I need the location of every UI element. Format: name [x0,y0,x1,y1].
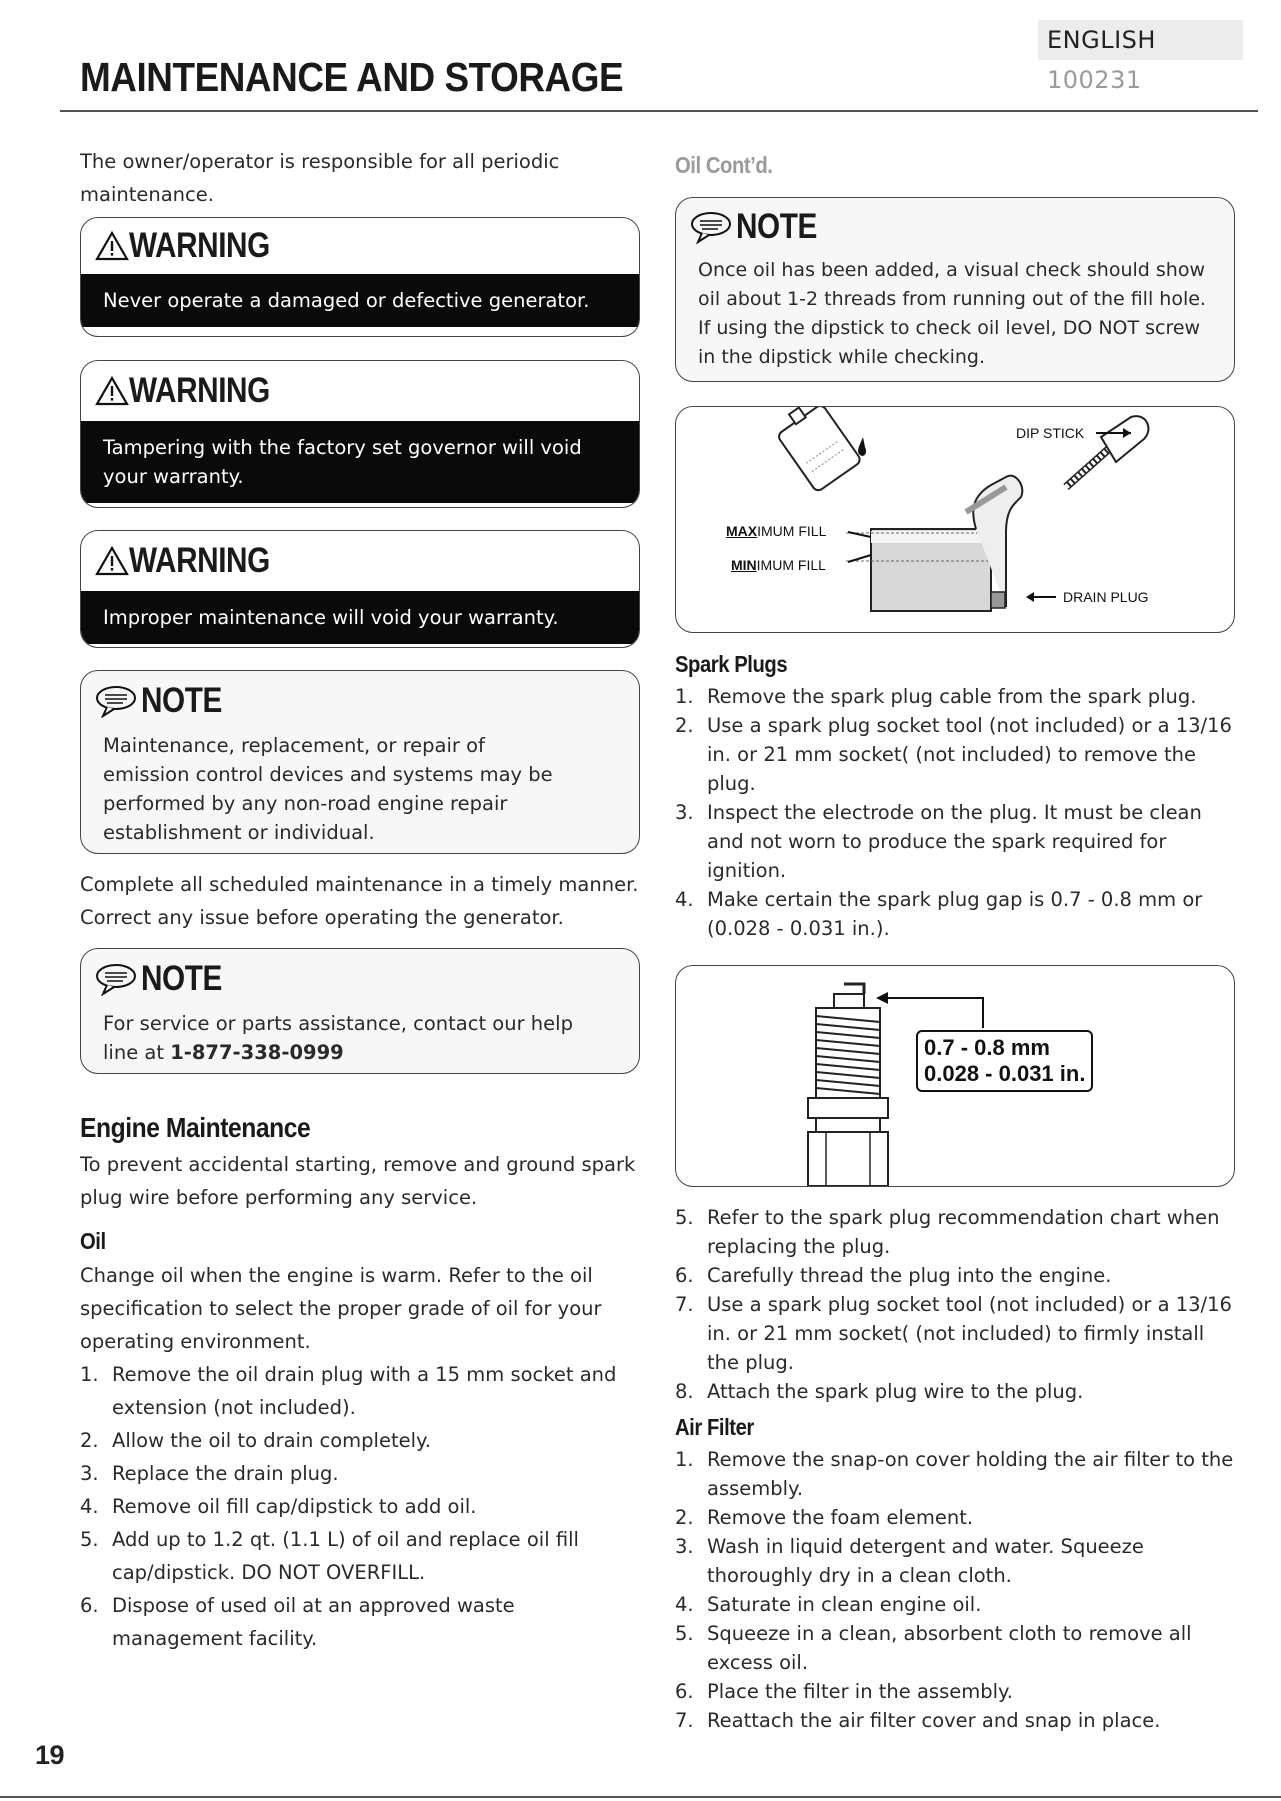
list-item: 8. Attach the spark plug wire to the plug. [675,1380,1084,1403]
oil-continued-heading: Oil Cont’d. [675,152,773,178]
oil-text: Change oil when the engine is warm. Refer to the oil specification to select the proper grade of oil for your operating environment. [80,1264,602,1353]
list-item: 7. Use a spark plug socket tool (not included) or a 13/16 in. or 21 mm socket( (not included) to firmly install the plug. [675,1293,1232,1374]
warning-box [80,530,640,648]
note-header [676,198,1234,256]
note-header [81,949,639,1009]
note-title: NOTE [736,207,817,246]
warning-title: WARNING [129,226,270,265]
note-box [80,948,640,1074]
oil-heading: Oil [80,1228,106,1254]
list-item: 6. Dispose of used oil at an approved waste management facility. [80,1594,515,1650]
note-title: NOTE [141,681,222,720]
language-tab [1038,20,1243,94]
help-line-phone: 1-877-338-0999 [170,1041,344,1064]
list-item: 1. Remove the oil drain plug with a 15 mm socket and extension (not included). [80,1363,617,1419]
minimum-fill-label: MINIMUM FILL [731,557,826,573]
dip-stick-label: DIP STICK [1016,425,1085,441]
list-item: 2. Allow the oil to drain completely. [80,1429,431,1452]
gap-mm: 0.7 - 0.8 mm [924,1035,1050,1060]
list-item: 4. Saturate in clean engine oil. [675,1593,982,1616]
warning-box [80,217,640,337]
list-item: 1. Remove the spark plug cable from the spark plug. [675,685,1197,708]
spark-plugs-heading: Spark Plugs [675,651,788,677]
drain-plug-label: DRAIN PLUG [1063,589,1149,605]
language-label: ENGLISH [1047,26,1156,54]
left-column [80,145,640,1655]
oil-level-diagram [675,406,1235,633]
speech-bubble-icon [95,684,137,718]
warning-header [81,218,639,274]
note-message: Once oil has been added, a visual check should show oil about 1-2 threads from running out of the fill hole. If using the dipstick to check oil level, DO NOT screw in the dipstick while checking. [698,259,1206,368]
engine-maintenance-heading: Engine Maintenance [80,1112,311,1143]
gap-in: 0.028 - 0.031 in. [924,1061,1086,1086]
warning-title: WARNING [129,541,270,580]
oil-drop-icon [858,437,866,456]
list-item: 7. Reattach the air filter cover and snap in place. [675,1709,1161,1732]
list-item: 5. Refer to the spark plug recommendation chart when replacing the plug. [675,1206,1220,1258]
oil-steps [80,1358,640,1655]
list-item: 3. Wash in liquid detergent and water. Squeeze thoroughly dry in a clean cloth. [675,1535,1144,1587]
warning-message: Never operate a damaged or defective generator. [81,274,639,327]
list-item: 4. Make certain the spark plug gap is 0.7 - 0.8 mm or (0.028 - 0.031 in.). [675,888,1203,940]
engine-maintenance-text: To prevent accidental starting, remove and ground spark plug wire before performing any service. [80,1153,636,1209]
note-title: NOTE [141,959,222,998]
note-text: For service or parts assistance, contact our help line at [103,1012,573,1064]
speech-bubble-icon [690,210,732,244]
list-item: 5. Squeeze in a clean, absorbent cloth to remove all excess oil. [675,1622,1192,1674]
warning-header [81,531,639,591]
note-box [675,197,1235,382]
list-item: 2. Use a spark plug socket tool (not included) or a 13/16 in. or 21 mm socket( (not included) to remove the plug. [675,714,1232,795]
page-title: MAINTENANCE AND STORAGE [80,54,624,100]
intro-text: The owner/operator is responsible for all periodic maintenance. [80,150,560,206]
spark-plug-icon [808,984,888,1186]
list-item: 3. Replace the drain plug. [80,1462,339,1485]
title-divider [60,110,1258,112]
drain-plug-icon [991,592,1005,608]
air-filter-steps [675,1445,1235,1735]
gap-spec-callout [916,1030,1093,1092]
list-item: 6. Carefully thread the plug into the engine. [675,1264,1112,1287]
warning-triangle-icon [95,231,129,261]
list-item: 4. Remove oil fill cap/dipstick to add oil. [80,1495,477,1518]
note-message: Maintenance, replacement, or repair of emission control devices and systems may be performed by any non-road engine repair establishment or individual. [103,734,553,844]
schedule-text: Complete all scheduled maintenance in a timely manner. Correct any issue before operating the generator. [80,873,639,929]
spark-plug-gap-diagram [675,965,1235,1187]
air-filter-heading: Air Filter [675,1414,754,1440]
page-number: 19 [35,1740,65,1770]
list-item: 5. Add up to 1.2 qt. (1.1 L) of oil and replace oil fill cap/dipstick. DO NOT OVERFILL. [80,1528,579,1584]
warning-triangle-icon [95,546,129,576]
warning-message: Tampering with the factory set governor will void your warranty. [81,421,639,503]
list-item: 1. Remove the snap-on cover holding the air filter to the assembly. [675,1448,1234,1500]
list-item: 2. Remove the foam element. [675,1506,974,1529]
warning-title: WARNING [129,371,270,410]
right-column [675,145,1235,1735]
list-item: 6. Place the filter in the assembly. [675,1680,1013,1703]
warning-message: Improper maintenance will void your warranty. [81,591,639,644]
spark-plug-steps [675,682,1235,943]
maximum-fill-label: MAXIMUM FILL [726,523,827,539]
warning-header [81,361,639,421]
footer-divider [0,1796,1281,1798]
oil-level-illustration [676,407,1234,632]
note-header [81,671,639,731]
warning-triangle-icon [95,376,129,406]
note-box [80,670,640,854]
list-item: 3. Inspect the electrode on the plug. It must be clean and not worn to produce the spark required for ignition. [675,801,1202,882]
warning-box [80,360,640,508]
note-message [81,1009,605,1074]
speech-bubble-icon [95,962,137,996]
product-code: 100231 [1047,66,1142,94]
spark-plug-steps-continued [675,1203,1235,1406]
oil-bottle-icon [771,407,862,493]
